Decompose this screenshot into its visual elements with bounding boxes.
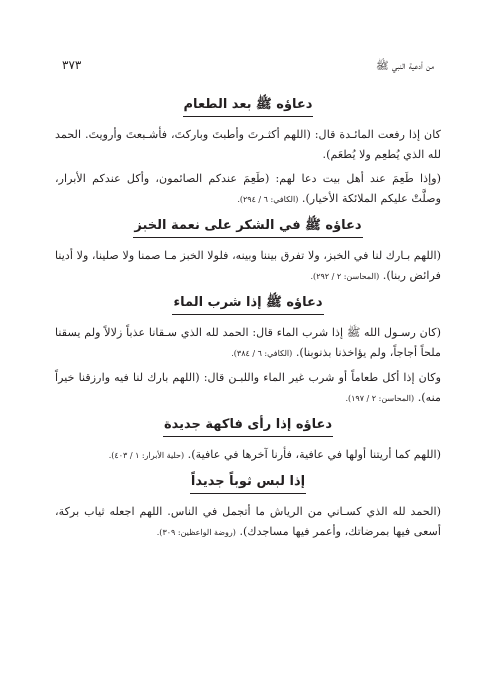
paragraph-text: (الحمد لله الذي كسـاني من الرياش ما أتجمل في الناس. اللهم اجعله ثياب بركة، أسعى فيها بمرضاتك، وأعمر فيها مساجدك).: [55, 505, 441, 538]
section-heading: دعاؤه ﷺ بعد الطعام: [183, 95, 314, 117]
paragraph: [55, 246, 441, 287]
paragraph: [55, 125, 441, 165]
running-head: [62, 58, 434, 75]
page-content: [55, 95, 441, 549]
paragraph-text: (وإذا طَعِمَ عند أهل بيت دعا لهم: (طَعِمَ عندكم الصائمون، وأكل عندكم الأبرار، وصلَّتْ عليكم الملائكة الأخيار).: [55, 172, 441, 205]
source-reference: (المحاسن: ٢ / ١٩٧).: [345, 394, 415, 403]
paragraph: [55, 323, 441, 364]
section-new-garment: [55, 472, 441, 543]
section-new-fruit: [55, 415, 441, 466]
source-reference: (المحاسن: ٢ / ٢٩٢).: [310, 272, 380, 281]
source-reference: (حلية الأبرار: ١ / ٤٠٣).: [108, 451, 185, 460]
section-after-meal: [55, 95, 441, 210]
source-reference: (روضة الواعظين: ٣٠٩).: [156, 528, 236, 537]
page-number: ٣٧٣: [62, 58, 82, 72]
section-bread-gratitude: [55, 216, 441, 287]
section-heading: دعاؤه ﷺ في الشكر على نعمة الخبز: [133, 216, 362, 238]
section-heading: دعاؤه إذا رأى فاكهة جديدة: [163, 415, 333, 437]
source-reference: (الكافي: ٦ / ٢٩٤).: [237, 195, 299, 204]
paragraph-text: (اللهم بـارك لنا في الخبز، ولا تفرق بيننا وبينه، فلولا الخبز مـا صمنا ولا صلينا، ولا أدينا فرائض ربنا).: [55, 249, 441, 282]
paragraph: [55, 502, 441, 543]
section-drinking-water: [55, 293, 441, 409]
paragraph: [55, 169, 441, 210]
section-heading: إذا لبس ثوباً جديداً: [190, 472, 306, 494]
section-heading: دعاؤه ﷺ إذا شرب الماء: [172, 293, 323, 315]
paragraph-text: وكان إذا أكل طعاماً أو شرب غير الماء واللبـن قال: (اللهم بارك لنا فيه وارزقنا خيراً منه).: [55, 371, 441, 404]
paragraph: [55, 445, 441, 466]
paragraph: [55, 368, 441, 409]
source-reference: (الكافي: ٦ / ٣٨٤).: [231, 349, 293, 358]
paragraph-text: (اللهم كما أريتنا أولها في عافية، فأرنا آخرها في عافية).: [187, 448, 441, 461]
paragraph-text: كان إذا رفعت المائـدة قال: (اللهم أكثـرتَ وأطبتَ وباركتَ، فأشـبعتَ وأرويتَ. الحمد لله الذي يُطعِم ولا يُطعَم).: [55, 128, 441, 161]
running-head-chapter: من أدعية النبي ﷺ: [375, 60, 434, 72]
paragraph-text: (كان رسـول الله ﷺ إذا شرب الماء قال: الحمد لله الذي سـقانا عذباً زلالاً ولم يسقنا ملحاً أجاجاً، ولم يؤاخذنا بذنوبنا).: [55, 326, 441, 359]
